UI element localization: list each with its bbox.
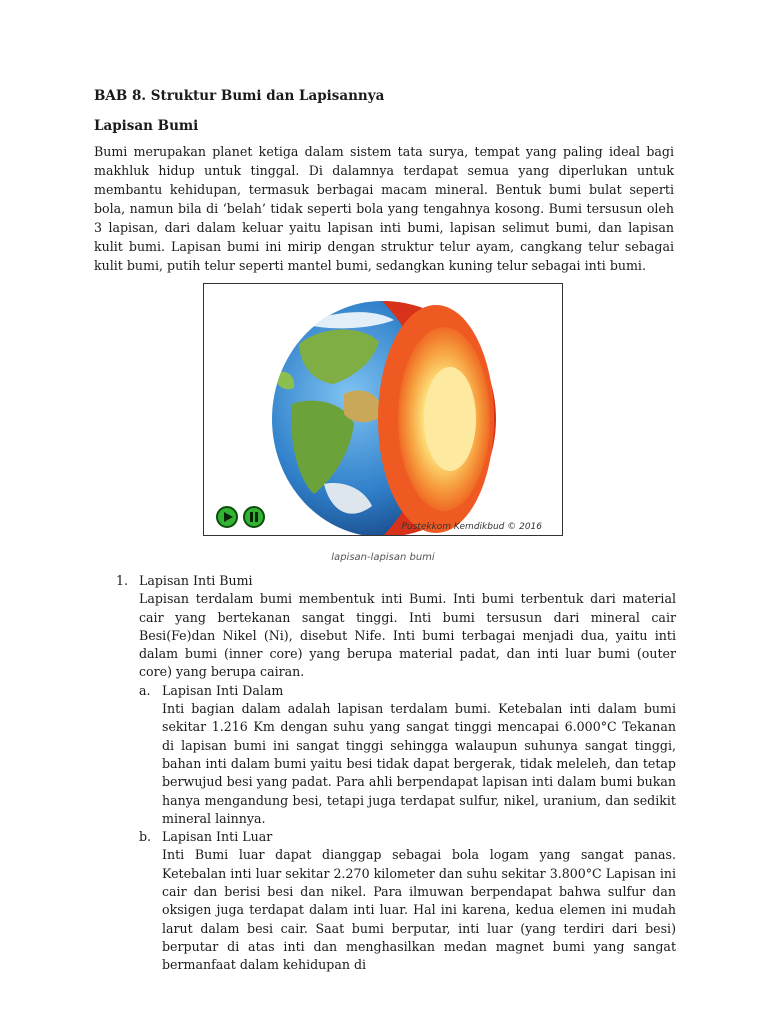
figure-caption: lapisan-lapisan bumi [331, 552, 435, 563]
inner-core-layer [424, 367, 476, 471]
play-icon[interactable] [216, 506, 238, 528]
earth-cutaway-illustration [204, 284, 562, 535]
sublist-item-inner-core [139, 682, 676, 828]
chapter-title: BAB 8. Struktur Bumi dan Lapisannya [94, 88, 385, 104]
list-item-title: Lapisan Inti Bumi [139, 573, 253, 588]
sublist-title: Lapisan Inti Dalam [162, 682, 284, 698]
layer-list [116, 572, 676, 975]
list-item-body: Lapisan terdalam bumi membentuk inti Bumi. Inti bumi terbentuk dari material cair yang bertekanan sangat tinggi. Inti bumi tersusun dari mineral cair Besi(Fe)dan Nikel (Ni), disebut Nife. Inti bumi terbagai menjadi dua, yaitu inti dalam bumi (inner core) yang berupa material padat, dan inti luar bumi (outer core) yang berupa cairan. [139, 591, 676, 680]
sublist-body: Inti bagian dalam adalah lapisan terdalam bumi. Ketebalan inti dalam bumi sekitar 1.216 Km dengan suhu yang sangat tinggi mencapai 6.000°C Tekanan di lapisan bumi ini sangat tinggi sehingga walaupun suhunya sangat tinggi, bahan inti dalam bumi yaitu besi tidak dapat bergerak, tidak meleleh, dan tetap berwujud besi yang padat. Para ahli berpendapat lapisan inti dalam bumi bukan hanya mengandung besi, tetapi juga terdapat sulfur, nikel, uranium, dan sedikit mineral lainnya. [162, 701, 676, 826]
intro-paragraph: Bumi merupakan planet ketiga dalam sistem tata surya, tempat yang paling ideal bagi makhluk hidup untuk tinggal. Di dalamnya terdapat semua yang diperlukan untuk membantu kehidupan, termasuk berbagai macam mineral. Bentuk bumi bulat seperti bola, namun bila di ‘belah’ tidak seperti bola yang tengahnya kosong. Bumi tersusun oleh 3 lapisan, dari dalam keluar yaitu lapisan inti bumi, lapisan selimut bumi, dan lapisan kulit bumi. Lapisan bumi ini mirip dengan struktur telur ayam, cangkang telur sebagai kulit bumi, putih telur seperti mantel bumi, sedangkan kuning telur sebagai inti bumi. [94, 144, 674, 273]
earth-layers-figure [203, 283, 563, 536]
sublist-letter: a. [139, 682, 151, 698]
pause-icon[interactable] [243, 506, 265, 528]
sublist-letter: b. [139, 829, 152, 845]
sublist-item-outer-core [139, 828, 676, 974]
section-heading: Lapisan Bumi [94, 118, 199, 134]
figure-credit: Pustekkom Kemdikbud © 2016 [401, 522, 542, 532]
list-item [116, 572, 676, 975]
sublist-title: Lapisan Inti Luar [162, 829, 273, 845]
sublist-body: Inti Bumi luar dapat dianggap sebagai bola logam yang sangat panas. Ketebalan inti luar sekitar 2.270 kilometer dan suhu sekitar 3.800°C Lapisan ini cair dan berisi besi dan nikel. Para ilmuwan berpendapat bahwa sulfur dan oksigen juga terdapat dalam inti luar. Hal ini karena, kedua elemen ini mudah larut dalam besi cair. Saat bumi berputar, inti luar (yang terdiri dari besi) berputar di atas inti dan menghasilkan medan magnet bumi yang sangat bermanfaat dalam kehidupan di [162, 847, 676, 973]
list-number: 1. [116, 573, 129, 588]
